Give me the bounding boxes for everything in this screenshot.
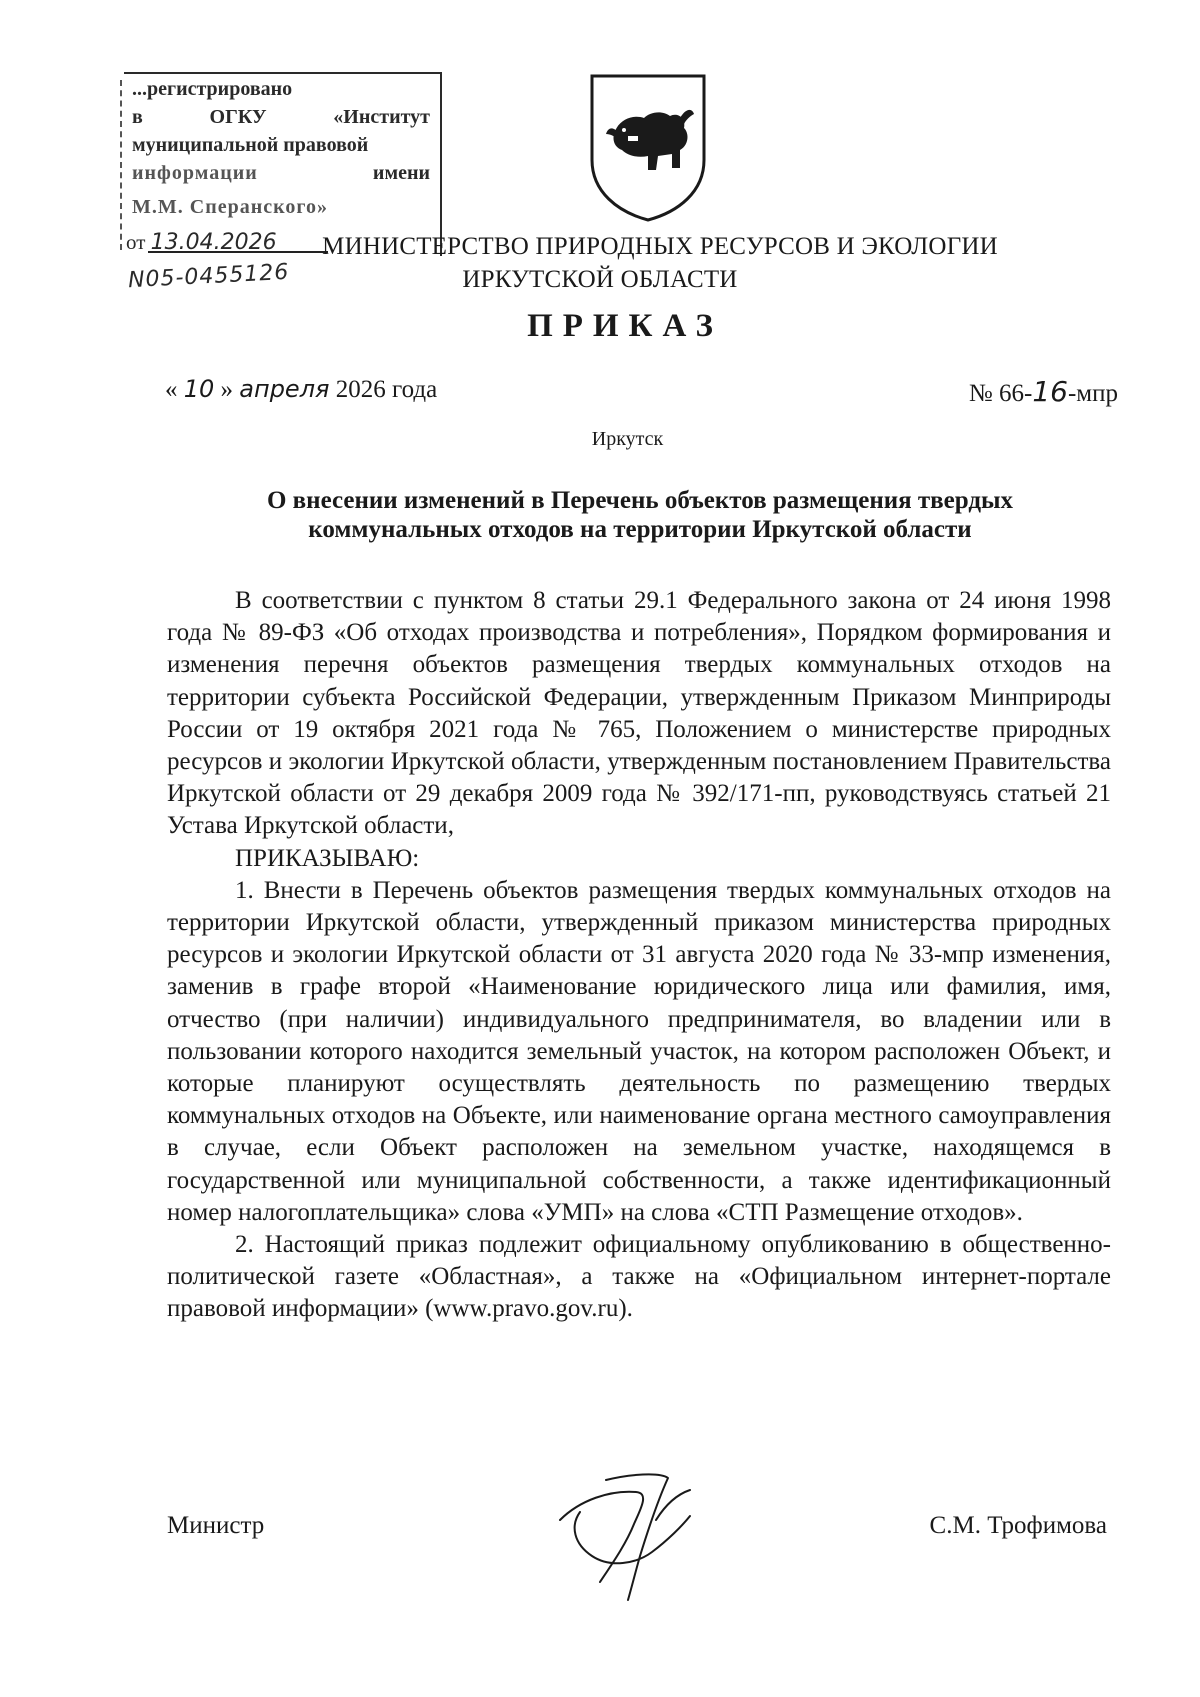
item-2-paragraph: 2. Настоящий приказ подлежит официальному опубликованию в общественно-политической газете «Областная», а также на «Официальном интернет-портале правовой информации» (www.pravo.gov.ru). — [167, 1231, 1111, 1323]
date-day: 10 — [183, 375, 215, 403]
handwritten-signature-icon — [540, 1460, 730, 1610]
ministry-name-line-1: МИНИСТЕРСТВО ПРИРОДНЫХ РЕСУРСОВ И ЭКОЛОГИИ — [322, 233, 998, 260]
document-number — [969, 375, 1118, 408]
stamp-line-2c: «Институт — [333, 106, 430, 128]
signer-position: Министр — [167, 1512, 265, 1539]
city: Иркутск — [591, 428, 664, 450]
registration-date-prefix: от — [126, 230, 146, 254]
coat-of-arms-icon — [588, 72, 708, 222]
stamp-line-2a: в — [132, 106, 143, 128]
stamp-line-2 — [132, 102, 430, 133]
stamp-line-4b: имени — [372, 162, 430, 184]
ministry-name — [0, 230, 1200, 296]
number-handwritten: 16 — [1032, 375, 1068, 408]
document-date — [165, 375, 437, 404]
stamp-line-2b: ОГКУ — [209, 106, 267, 128]
number-prefix: № 66- — [968, 380, 1033, 407]
order-word: ПРИКАЗЫВАЮ: — [235, 844, 420, 872]
number-suffix: -мпр — [1067, 380, 1118, 407]
preamble-paragraph: В соответствии с пунктом 8 статьи 29.1 Федерального закона от 24 июня 1998 года № 89-ФЗ «Об отходах производства и потребления», Порядком формирования и изменения перечня объектов размещения твердых коммунальных отходов на территории субъекта Российской Федерации, утвержденным Приказом Минприроды России от 19 октября 2021 года № 765, Положением о министерстве природных ресурсов и экологии Иркутской области, утвержденным постановлением Правительства Иркутской области от 29 декабря 2009 года № 392/171-пп, руководствуясь статьей 21 Устава Иркутской области, — [167, 587, 1111, 840]
date-quote-close: » — [220, 376, 234, 403]
date-month: апреля — [239, 375, 330, 403]
registration-date-value: 13.04.2026 — [150, 230, 277, 255]
item-1-paragraph: 1. Внести в Перечень объектов размещения твердых коммунальных отходов на территории Иркутской области, утвержденный приказом министерства природных ресурсов и экологии Иркутской области от 31 августа 2020 года № 33-мпр изменения, заменив в графе второй «Наименование юридического лица или фамилия, имя, отчество (при наличии) индивидуального предпринимателя, во владении или в пользовании которого находится земельный участок, на котором расположен Объект, и которые планируют осуществлять деятельность по размещению твердых коммунальных отходов на Объекте, или наименование органа местного самоуправления в случае, если Объект расположен на земельном участке, находящемся в государственной или муниципальной собственности, а также идентификационный номер налогоплательщика» слова «УМП» на слова «СТП Размещение отходов». — [167, 876, 1111, 1226]
stamp-line-1: ...регистрировано — [132, 78, 293, 100]
date-year: 2026 года — [335, 376, 438, 403]
document-subject — [180, 486, 1100, 544]
document-body — [167, 585, 1111, 1326]
stamp-line-3: муниципальной правовой — [132, 134, 369, 156]
stamp-line-4 — [132, 158, 430, 189]
signer-name: С.М. Трофимова — [929, 1512, 1107, 1539]
date-quote-open: « — [165, 376, 178, 403]
signature-block — [0, 1512, 1200, 1602]
document-type: ПРИКАЗ — [527, 308, 723, 344]
stamp-line-5: М.М. Сперанского» — [132, 196, 328, 218]
registration-number: N05-0455126 — [127, 259, 290, 294]
subject-line-2: коммунальных отходов на территории Иркутской области — [308, 516, 972, 543]
stamp-line-4a: информации — [132, 162, 258, 184]
stamp-border — [120, 80, 122, 250]
subject-line-1: О внесении изменений в Перечень объектов размещения твердых — [266, 487, 1014, 514]
registration-stamp — [124, 72, 442, 256]
ministry-name-line-2: ИРКУТСКОЙ ОБЛАСТИ — [462, 266, 738, 293]
